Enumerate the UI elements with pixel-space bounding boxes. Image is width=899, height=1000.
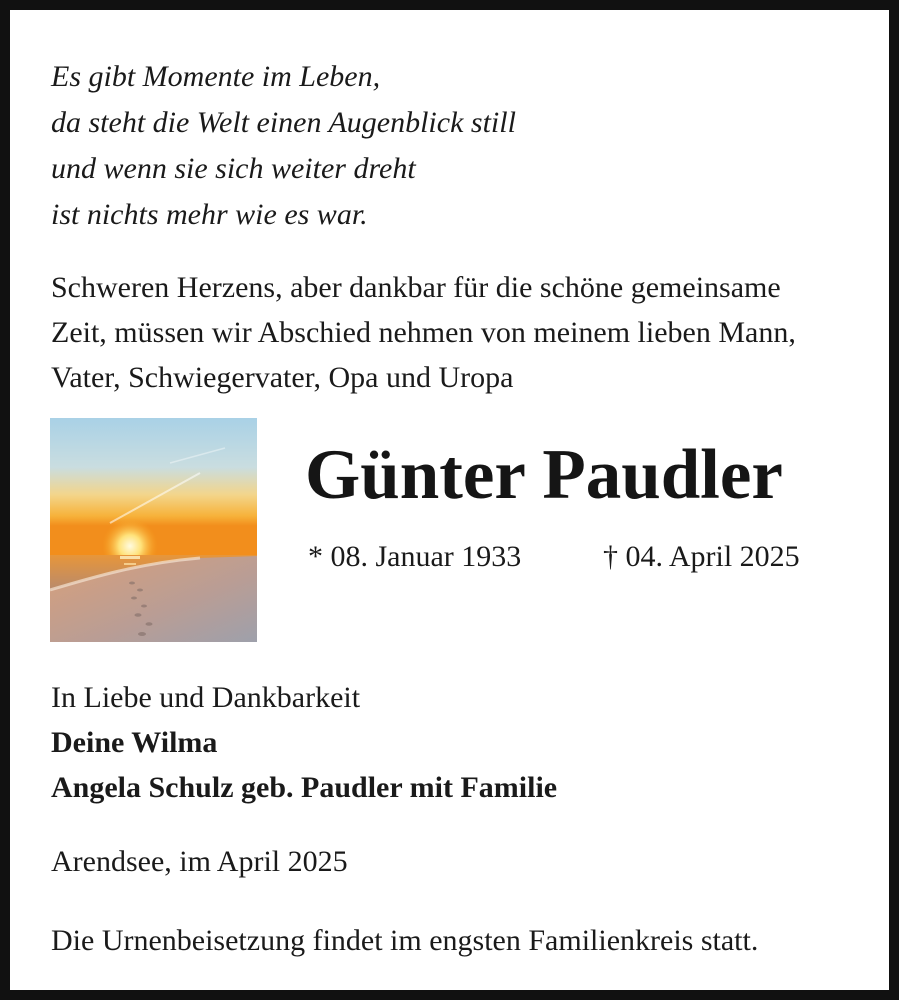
closing-greeting: In Liebe und Dankbarkeit <box>51 681 361 714</box>
signer: Deine Wilma <box>51 726 218 759</box>
poem-line: Es gibt Momente im Leben, <box>51 60 381 93</box>
poem <box>51 54 516 238</box>
poem-line: ist nichts mehr wie es war. <box>51 198 368 231</box>
closing-block <box>51 675 557 810</box>
poem-line: da steht die Welt einen Augenblick still <box>51 106 516 139</box>
poem-line: und wenn sie sich weiter dreht <box>51 152 416 185</box>
birth-date: * 08. Januar 1933 <box>308 540 522 573</box>
intro-line: Vater, Schwiegervater, Opa und Uropa <box>51 361 514 394</box>
signer: Angela Schulz geb. Paudler mit Familie <box>51 771 558 804</box>
intro-line: Schweren Herzens, aber dankbar für die schöne gemeinsame <box>51 271 781 304</box>
sunset-beach-photo <box>50 418 257 642</box>
intro-text <box>51 265 796 400</box>
deceased-name: Günter Paudler <box>305 436 783 514</box>
place-date: Arendsee, im April 2025 <box>51 845 348 878</box>
death-date: † 04. April 2025 <box>603 540 800 573</box>
burial-note: Die Urnenbeisetzung findet im engsten Familienkreis statt. <box>51 924 759 957</box>
intro-line: Zeit, müssen wir Abschied nehmen von meinem lieben Mann, <box>51 316 796 349</box>
